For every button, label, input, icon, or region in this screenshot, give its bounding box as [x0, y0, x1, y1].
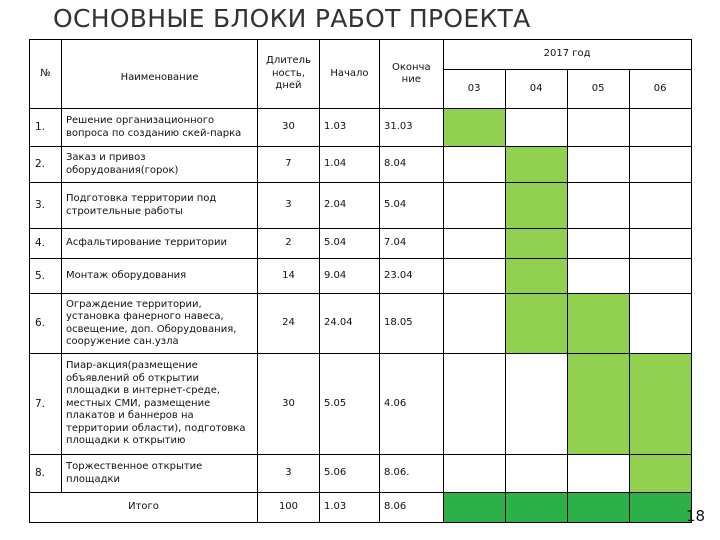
table-row — [30, 229, 692, 259]
gantt-bar-cell — [505, 229, 567, 259]
row-name: Заказ и привоз оборудования(горок) — [62, 147, 258, 183]
header-month: 06 — [629, 70, 691, 109]
row-duration: 24 — [258, 294, 320, 354]
row-end: 23.04 — [379, 259, 443, 294]
row-duration: 7 — [258, 147, 320, 183]
row-num: 5. — [30, 259, 62, 294]
row-end: 31.03 — [379, 109, 443, 147]
header-num: № — [30, 40, 62, 109]
total-row — [30, 493, 692, 523]
row-end: 8.04 — [379, 147, 443, 183]
row-num: 7. — [30, 354, 62, 455]
gantt-bar-cell — [505, 183, 567, 229]
header-year: 2017 год — [443, 40, 691, 70]
header-row — [30, 40, 692, 70]
row-name: Пиар-акция(размещение объявлений об открытии площадки в интернет-среде, местных СМИ, размещение плакатов и баннеров на территории области), подготовка площадки к открытию — [62, 354, 258, 455]
row-name: Монтаж оборудования — [62, 259, 258, 294]
gantt-total-cell — [505, 493, 567, 523]
row-start: 5.04 — [319, 229, 379, 259]
row-name: Ограждение территории, установка фанерного навеса, освещение, доп. Оборудования, сооружение сан.узла — [62, 294, 258, 354]
header-end: Оконча ние — [379, 40, 443, 109]
row-end: 8.06. — [379, 455, 443, 493]
gantt-empty-cell — [443, 259, 505, 294]
row-start: 1.03 — [319, 109, 379, 147]
gantt-empty-cell — [629, 183, 691, 229]
row-end: 5.04 — [379, 183, 443, 229]
header-month: 03 — [443, 70, 505, 109]
gantt-empty-cell — [505, 354, 567, 455]
page-title: ОСНОВНЫЕ БЛОКИ РАБОТ ПРОЕКТА — [53, 4, 531, 33]
row-num: 3. — [30, 183, 62, 229]
gantt-empty-cell — [567, 109, 629, 147]
row-name: Решение организационного вопроса по созданию скей-парка — [62, 109, 258, 147]
gantt-empty-cell — [443, 455, 505, 493]
row-start: 1.04 — [319, 147, 379, 183]
header-month: 05 — [567, 70, 629, 109]
table-row — [30, 455, 692, 493]
row-start: 2.04 — [319, 183, 379, 229]
gantt-bar-cell — [567, 354, 629, 455]
gantt-empty-cell — [505, 455, 567, 493]
gantt-empty-cell — [443, 147, 505, 183]
row-end: 7.04 — [379, 229, 443, 259]
total-label: Итого — [30, 493, 258, 523]
table-row — [30, 109, 692, 147]
gantt-total-cell — [443, 493, 505, 523]
table-row — [30, 183, 692, 229]
gantt-bar-cell — [629, 455, 691, 493]
total-start: 1.03 — [319, 493, 379, 523]
row-end: 18.05 — [379, 294, 443, 354]
gantt-empty-cell — [567, 229, 629, 259]
header-start: Начало — [319, 40, 379, 109]
gantt-empty-cell — [629, 229, 691, 259]
row-num: 2. — [30, 147, 62, 183]
row-start: 5.06 — [319, 455, 379, 493]
gantt-bar-cell — [443, 109, 505, 147]
header-month: 04 — [505, 70, 567, 109]
project-schedule-table — [29, 39, 692, 523]
page-number: 18 — [686, 507, 706, 525]
gantt-empty-cell — [629, 147, 691, 183]
gantt-total-cell — [567, 493, 629, 523]
table-row — [30, 147, 692, 183]
gantt-empty-cell — [443, 183, 505, 229]
row-name: Подготовка территории под строительные работы — [62, 183, 258, 229]
total-end: 8.06 — [379, 493, 443, 523]
row-start: 9.04 — [319, 259, 379, 294]
header-name: Наименование — [62, 40, 258, 109]
row-duration: 30 — [258, 354, 320, 455]
gantt-empty-cell — [443, 229, 505, 259]
table-row — [30, 294, 692, 354]
gantt-bar-cell — [505, 294, 567, 354]
row-num: 4. — [30, 229, 62, 259]
row-start: 5.05 — [319, 354, 379, 455]
gantt-empty-cell — [629, 109, 691, 147]
row-start: 24.04 — [319, 294, 379, 354]
table-row — [30, 259, 692, 294]
row-duration: 3 — [258, 183, 320, 229]
gantt-empty-cell — [629, 259, 691, 294]
row-duration: 2 — [258, 229, 320, 259]
gantt-empty-cell — [567, 183, 629, 229]
total-duration: 100 — [258, 493, 320, 523]
gantt-empty-cell — [505, 109, 567, 147]
row-duration: 30 — [258, 109, 320, 147]
gantt-empty-cell — [443, 354, 505, 455]
gantt-total-cell — [629, 493, 691, 523]
gantt-empty-cell — [567, 147, 629, 183]
row-num: 8. — [30, 455, 62, 493]
row-name: Торжественное открытие площадки — [62, 455, 258, 493]
gantt-bar-cell — [567, 294, 629, 354]
row-duration: 14 — [258, 259, 320, 294]
row-duration: 3 — [258, 455, 320, 493]
gantt-empty-cell — [567, 455, 629, 493]
row-end: 4.06 — [379, 354, 443, 455]
gantt-bar-cell — [505, 147, 567, 183]
table-row — [30, 354, 692, 455]
gantt-bar-cell — [505, 259, 567, 294]
gantt-bar-cell — [629, 354, 691, 455]
gantt-empty-cell — [567, 259, 629, 294]
header-duration: Длитель ность, дней — [258, 40, 320, 109]
row-name: Асфальтирование территории — [62, 229, 258, 259]
gantt-empty-cell — [629, 294, 691, 354]
gantt-empty-cell — [443, 294, 505, 354]
row-num: 1. — [30, 109, 62, 147]
row-num: 6. — [30, 294, 62, 354]
